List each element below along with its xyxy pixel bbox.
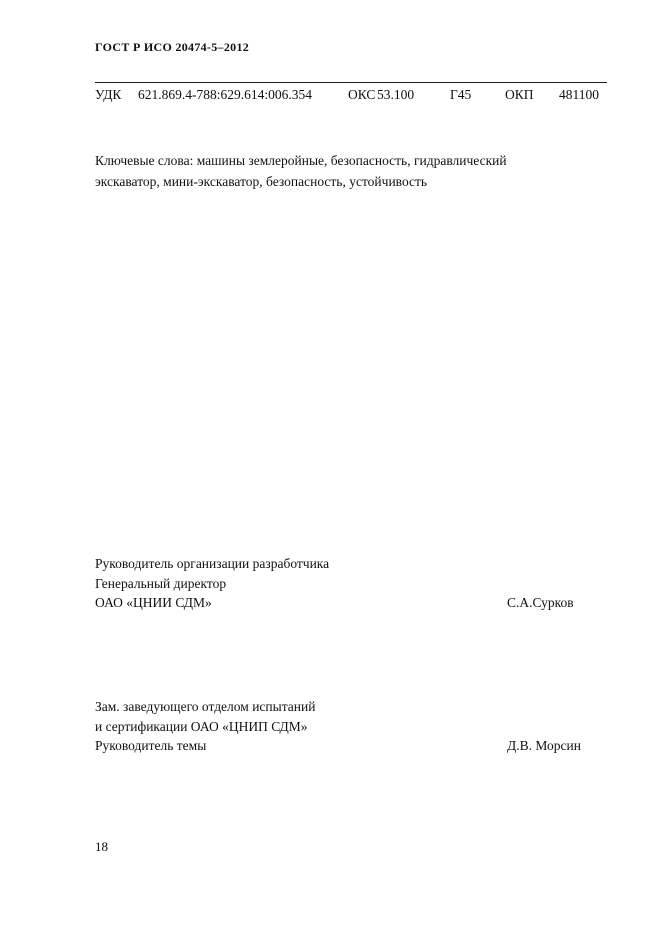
group-code: Г45	[450, 87, 472, 102]
okp-value: 481100	[559, 87, 599, 102]
keywords-line: экскаватор, мини-экскаватор, безопасность, устойчивость	[95, 174, 428, 189]
signature-line	[95, 717, 615, 737]
signature-position: Руководитель организации разработчика	[95, 556, 330, 571]
header-divider	[95, 82, 607, 83]
standard-title: ГОСТ Р ИСО 20474-5–2012	[95, 40, 250, 54]
signature-position: и сертификации ОАО «ЦНИП СДМ»	[95, 718, 308, 734]
signature-line	[95, 574, 615, 594]
keywords-section	[95, 150, 615, 192]
okp-label: ОКП	[505, 87, 534, 102]
deputy-signature-block	[95, 697, 615, 756]
signature-line	[95, 736, 615, 756]
signature-role: Руководитель темы	[95, 738, 207, 753]
signature-position: Зам. заведующего отделом испытаний	[95, 699, 316, 714]
udk-value: 621.869.4-788:629.614:006.354	[138, 87, 312, 102]
signature-organization: ОАО «ЦНИИ СДМ»	[95, 595, 212, 610]
signature-line	[95, 554, 615, 574]
keywords-line: Ключевые слова: машины землеройные, безопасность, гидравлический	[95, 153, 507, 168]
classification-row	[95, 87, 607, 105]
signatory-name: С.А.Сурков	[507, 595, 574, 610]
signature-position: Генеральный директор	[95, 575, 227, 591]
oks-label: ОКС	[348, 87, 376, 102]
signature-line	[95, 697, 615, 717]
developer-signature-block	[95, 554, 615, 613]
udk-label: УДК	[95, 87, 122, 102]
oks-value: 53.100	[377, 87, 415, 102]
page-number: 18	[95, 839, 108, 854]
signature-line	[95, 593, 615, 613]
signatory-name: Д.В. Морсин	[507, 738, 581, 753]
